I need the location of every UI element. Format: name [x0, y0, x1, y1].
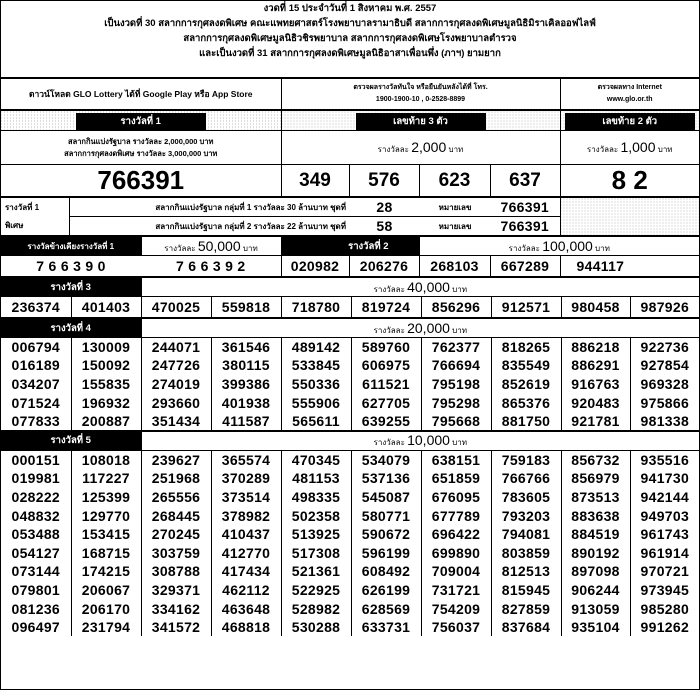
front3-amount — [281, 131, 560, 165]
prize-number: 596199 — [351, 543, 421, 562]
last2-prize: 1,000 — [620, 139, 656, 155]
special-desc: สลากกินแบ่งรัฐบาล กลุ่มที่ 1 รางวัลละ 30 ล้านบาท ชุดที่ — [69, 198, 349, 217]
prize-number: 883638 — [561, 506, 630, 525]
last2-prize-prefix: รางวัลละ — [586, 145, 619, 154]
top-prizes-table — [1, 110, 699, 197]
prize-number: 865376 — [491, 393, 561, 412]
prize-number: 129770 — [71, 506, 141, 525]
special-prize-table — [1, 197, 699, 236]
front3-heading: เลขท้าย 3 ตัว — [356, 113, 486, 130]
prize-number: 696422 — [421, 525, 491, 544]
second-unit: บาท — [595, 243, 610, 253]
front3-number: 349 — [281, 165, 349, 197]
prize-number: 981338 — [630, 412, 699, 431]
front3-heading-cell — [281, 111, 560, 131]
prize-number: 270245 — [141, 525, 211, 544]
prize-number: 627705 — [351, 393, 421, 412]
prize-number: 373514 — [211, 488, 281, 507]
phone-info — [281, 79, 560, 110]
phone-label: ตรวจผลรางวัลทันใจ หรือยืนยันหลังได้ที่ โทร. — [353, 84, 488, 91]
header-line: และเป็นงวดที่ 31 สลากการกุศลงดพิเศษมูลนิธิอาสาเพื่อนพึ่ง (ภาฯ) ยามยาก — [199, 48, 501, 59]
prize-number: 268445 — [141, 506, 211, 525]
special-set: 28 — [349, 198, 420, 217]
prize-number: 941730 — [630, 469, 699, 488]
first-prize-number: 766391 — [1, 165, 281, 197]
prize-number: 028222 — [1, 488, 71, 507]
prize-number: 837684 — [491, 618, 561, 637]
prize-number: 884519 — [561, 525, 630, 544]
header-line: เป็นงวดที่ 30 สลากการกุศลงดพิเศษ คณะแพทยศาสตร์โรงพยาบาลรามาธิบดี สลากการกุศลงดพิเศษมูลนิธิมิราเคิลออฟไลฟ์ — [104, 18, 596, 29]
number-row — [1, 412, 699, 431]
prize-number: 533845 — [281, 356, 351, 375]
prize-number: 006794 — [1, 338, 71, 357]
prize-number: 206170 — [71, 599, 141, 618]
prize-number: 815945 — [491, 581, 561, 600]
prize-number: 935104 — [561, 618, 630, 637]
prize-number: 034207 — [1, 375, 71, 394]
prize-number: 048832 — [1, 506, 71, 525]
special-number: 766391 — [490, 198, 560, 217]
last2-number: 8 2 — [560, 165, 699, 197]
front3-unit: บาท — [448, 145, 464, 154]
prize-number: 329371 — [141, 581, 211, 600]
prize-number: 168715 — [71, 543, 141, 562]
prize-number: 522925 — [281, 581, 351, 600]
prize-number: 942144 — [630, 488, 699, 507]
front3-prize: 2,000 — [411, 139, 447, 155]
prize-number: 916763 — [561, 375, 630, 394]
fourth-prize: 20,000 — [407, 319, 450, 336]
prize-number: 196932 — [71, 393, 141, 412]
prize-number: 766766 — [491, 469, 561, 488]
second-amount — [419, 237, 699, 256]
prize-number: 718780 — [281, 297, 351, 318]
prize-number: 361546 — [211, 338, 281, 357]
prize-number: 489142 — [281, 338, 351, 357]
prize-number: 555906 — [281, 393, 351, 412]
prize-number: 077833 — [1, 412, 71, 431]
prize-number: 130009 — [71, 338, 141, 357]
prize-number: 906244 — [561, 581, 630, 600]
prize-number: 265556 — [141, 488, 211, 507]
last2-amount — [560, 131, 699, 165]
prize-number: 537136 — [351, 469, 421, 488]
prize-number: 351434 — [141, 412, 211, 431]
prize-number: 961743 — [630, 525, 699, 544]
number-row — [1, 356, 699, 375]
near-first-amount — [141, 237, 281, 256]
first-prize-heading-cell — [1, 111, 281, 131]
prize-number: 108018 — [71, 450, 141, 469]
fifth-numbers — [1, 450, 699, 636]
prize-number: 626199 — [351, 581, 421, 600]
prize-number: 174215 — [71, 562, 141, 581]
second-number: 206276 — [349, 256, 419, 277]
fifth-prize: 10,000 — [407, 432, 450, 449]
prize-number: 754209 — [421, 599, 491, 618]
header-line: งวดที่ 15 ประจำวันที่ 1 สิงหาคม พ.ศ. 2557 — [263, 3, 437, 14]
prize-number: 827859 — [491, 599, 561, 618]
prize-number: 920483 — [561, 393, 630, 412]
prize-number: 079801 — [1, 581, 71, 600]
prize-number: 565611 — [281, 412, 351, 431]
prize-number: 961914 — [630, 543, 699, 562]
prize-number: 676095 — [421, 488, 491, 507]
prize-number: 463648 — [211, 599, 281, 618]
prize-number: 856732 — [561, 450, 630, 469]
prize-number: 935516 — [630, 450, 699, 469]
prize-number: 081236 — [1, 599, 71, 618]
number-row — [1, 506, 699, 525]
prize-number: 303759 — [141, 543, 211, 562]
prize-number: 835549 — [491, 356, 561, 375]
fourth-unit: บาท — [452, 325, 468, 335]
second-number: 268103 — [419, 256, 490, 277]
prize-number: 818265 — [491, 338, 561, 357]
prize-number: 236374 — [1, 297, 71, 318]
third-heading: รางวัลที่ 3 — [1, 278, 141, 297]
prize-number: 677789 — [421, 506, 491, 525]
last2-heading: เลขท้าย 2 ตัว — [565, 113, 695, 130]
header-line: สลากการกุศลงดพิเศษมูลนิธิวชิรพยาบาล สลากการกุศลงดพิเศษโรงพยาบาลตำรวจ — [183, 33, 517, 44]
prize-number: 334162 — [141, 599, 211, 618]
prize-number: 470025 — [141, 297, 211, 318]
prize-number: 987926 — [630, 297, 699, 318]
prize-number: 378982 — [211, 506, 281, 525]
prize-number: 793203 — [491, 506, 561, 525]
second-prize-prefix: รางวัลละ — [508, 243, 540, 253]
prize-number: 783605 — [491, 488, 561, 507]
prize-number: 000151 — [1, 450, 71, 469]
prize-number: 709004 — [421, 562, 491, 581]
prize-number: 969328 — [630, 375, 699, 394]
prize-number: 513925 — [281, 525, 351, 544]
prize-number: 517308 — [281, 543, 351, 562]
prize-number: 856296 — [421, 297, 491, 318]
prize-number: 608492 — [351, 562, 421, 581]
special-desc: สลากกินแบ่งรัฐบาล กลุ่มที่ 2 รางวัลละ 22 ล้านบาท ชุดที่ — [69, 217, 349, 236]
prize-number: 054127 — [1, 543, 71, 562]
number-row — [1, 375, 699, 394]
prize-number: 247726 — [141, 356, 211, 375]
prize-number: 239627 — [141, 450, 211, 469]
prize-number: 699890 — [421, 543, 491, 562]
prize-number: 053488 — [1, 525, 71, 544]
prize-number: 401938 — [211, 393, 281, 412]
fifth-amount — [141, 431, 699, 450]
prize-number: 481153 — [281, 469, 351, 488]
prize-number: 401403 — [71, 297, 141, 318]
number-row — [1, 525, 699, 544]
prize-number: 244071 — [141, 338, 211, 357]
prize-number: 502358 — [281, 506, 351, 525]
prize-number: 795198 — [421, 375, 491, 394]
prize-number: 897098 — [561, 562, 630, 581]
near-first-prize-prefix: รางวัลละ — [164, 243, 196, 253]
prize-number: 231794 — [71, 618, 141, 637]
prize-number: 370289 — [211, 469, 281, 488]
third-prize: 40,000 — [407, 278, 450, 295]
prize-number: 756037 — [421, 618, 491, 637]
prize-number: 886218 — [561, 338, 630, 357]
prize-number: 410437 — [211, 525, 281, 544]
number-row — [1, 338, 699, 357]
prize-number: 762377 — [421, 338, 491, 357]
fourth-amount — [141, 319, 699, 338]
prize-number: 812513 — [491, 562, 561, 581]
number-row — [1, 581, 699, 600]
prize-number: 019981 — [1, 469, 71, 488]
prize-number: 766694 — [421, 356, 491, 375]
prize-number: 308788 — [141, 562, 211, 581]
prize-number: 545087 — [351, 488, 421, 507]
prize-number: 949703 — [630, 506, 699, 525]
special-number: 766391 — [490, 217, 560, 236]
fifth-unit: บาท — [452, 438, 468, 448]
first-prize-heading: รางวัลที่ 1 — [76, 113, 206, 130]
prize-number: 411587 — [211, 412, 281, 431]
prize-number: 530288 — [281, 618, 351, 637]
prize-number: 528982 — [281, 599, 351, 618]
number-row — [1, 618, 699, 637]
number-row — [1, 599, 699, 618]
prize-number: 759183 — [491, 450, 561, 469]
prize-number: 293660 — [141, 393, 211, 412]
prize-number: 125399 — [71, 488, 141, 507]
front3-number: 637 — [490, 165, 560, 197]
header — [1, 1, 699, 78]
number-row — [1, 393, 699, 412]
phone-numbers: 1900-1900-10 , 0-2528-8899 — [375, 96, 466, 103]
number-row — [1, 469, 699, 488]
fourth-heading: รางวัลที่ 4 — [1, 319, 141, 338]
number-row — [1, 488, 699, 507]
prize-number: 795298 — [421, 393, 491, 412]
prize-number: 470345 — [281, 450, 351, 469]
front3-number: 576 — [349, 165, 419, 197]
prize-number: 639255 — [351, 412, 421, 431]
prize-number: 073144 — [1, 562, 71, 581]
prize-number: 873513 — [561, 488, 630, 507]
prize-number: 534079 — [351, 450, 421, 469]
prize-number: 927854 — [630, 356, 699, 375]
second-heading: รางวัลที่ 2 — [281, 237, 419, 256]
prize-number: 890192 — [561, 543, 630, 562]
special-label2: พิเศษ — [1, 217, 69, 236]
web-label: ตรวจผลทาง Internet — [597, 84, 662, 91]
fifth-prize-table — [1, 431, 699, 636]
prize-number: 550336 — [281, 375, 351, 394]
web-url: www.glo.or.th — [606, 96, 653, 103]
fourth-prize-table — [1, 318, 699, 431]
special-number-label: หมายเลข — [420, 198, 490, 217]
prize-number: 985280 — [630, 599, 699, 618]
prize-number: 341572 — [141, 618, 211, 637]
front3-number: 623 — [419, 165, 490, 197]
prize-number: 970721 — [630, 562, 699, 581]
fourth-numbers — [1, 338, 699, 431]
prize-number: 200887 — [71, 412, 141, 431]
prize-number: 559818 — [211, 297, 281, 318]
prize-number: 399386 — [211, 375, 281, 394]
first-prize-desc — [1, 131, 281, 165]
prize-number: 651859 — [421, 469, 491, 488]
last2-heading-cell — [560, 111, 699, 131]
prize-number: 980458 — [561, 297, 630, 318]
prize-number: 071524 — [1, 393, 71, 412]
fifth-heading: รางวัลที่ 5 — [1, 431, 141, 450]
prize-number: 638151 — [421, 450, 491, 469]
special-label1: รางวัลที่ 1 — [1, 198, 69, 217]
prize-number: 731721 — [421, 581, 491, 600]
prize-number: 274019 — [141, 375, 211, 394]
prize-number: 794081 — [491, 525, 561, 544]
third-unit: บาท — [452, 284, 468, 294]
prize-number: 886291 — [561, 356, 630, 375]
web-info — [560, 79, 699, 110]
special-empty — [560, 198, 699, 236]
special-number-label: หมายเลข — [420, 217, 490, 236]
front3-prize-prefix: รางวัลละ — [377, 145, 409, 154]
prize-number: 251968 — [141, 469, 211, 488]
prize-number: 580771 — [351, 506, 421, 525]
prize-number: 913059 — [561, 599, 630, 618]
prize-number: 521361 — [281, 562, 351, 581]
prize-number: 921781 — [561, 412, 630, 431]
prize-number: 096497 — [1, 618, 71, 637]
prize-number: 991262 — [630, 618, 699, 637]
info-table — [1, 78, 699, 110]
last2-unit: บาท — [657, 145, 673, 154]
near-first-number: 7 6 6 3 9 2 — [141, 256, 281, 277]
prize-number: 606975 — [351, 356, 421, 375]
third-numbers-row — [1, 297, 699, 318]
prize-number: 380115 — [211, 356, 281, 375]
prize-number: 153415 — [71, 525, 141, 544]
prize-number: 498335 — [281, 488, 351, 507]
third-amount — [141, 278, 699, 297]
prize-number: 922736 — [630, 338, 699, 357]
prize-number: 412770 — [211, 543, 281, 562]
prize-number: 633731 — [351, 618, 421, 637]
prize-number: 975866 — [630, 393, 699, 412]
third-prize-table — [1, 277, 699, 318]
prize-number: 628569 — [351, 599, 421, 618]
near-second-table — [1, 236, 699, 277]
prize-number: 803859 — [491, 543, 561, 562]
prize-number: 852619 — [491, 375, 561, 394]
fifth-prize-prefix: รางวัลละ — [373, 438, 405, 448]
fourth-prize-prefix: รางวัลละ — [373, 325, 405, 335]
prize-number: 117227 — [71, 469, 141, 488]
prize-number: 795668 — [421, 412, 491, 431]
number-row — [1, 562, 699, 581]
prize-number: 973945 — [630, 581, 699, 600]
prize-number: 417434 — [211, 562, 281, 581]
prize-number: 462112 — [211, 581, 281, 600]
first-prize-line2: สลากการกุศลงดพิเศษ รางวัลละ 3,000,000 บาท — [64, 148, 218, 158]
prize-number: 016189 — [1, 356, 71, 375]
near-first-unit: บาท — [242, 243, 258, 253]
third-prize-prefix: รางวัลละ — [373, 284, 405, 294]
first-prize-line1: สลากกินแบ่งรัฐบาล รางวัลละ 2,000,000 บาท — [68, 136, 214, 146]
prize-number: 589760 — [351, 338, 421, 357]
second-number: 020982 — [281, 256, 349, 277]
second-prize: 100,000 — [542, 237, 593, 254]
prize-number: 206067 — [71, 581, 141, 600]
prize-number: 468818 — [211, 618, 281, 637]
prize-number: 912571 — [491, 297, 561, 318]
second-number: 944117 — [560, 256, 699, 277]
prize-number: 819724 — [351, 297, 421, 318]
prize-number: 611521 — [351, 375, 421, 394]
prize-number: 881750 — [491, 412, 561, 431]
prize-number: 590672 — [351, 525, 421, 544]
near-first-number: 7 6 6 3 9 0 — [1, 256, 141, 277]
prize-number: 155835 — [71, 375, 141, 394]
prize-number: 365574 — [211, 450, 281, 469]
special-set: 58 — [349, 217, 420, 236]
download-note: ดาวน์โหลด GLO Lottery ได้ที่ Google Play หรือ App Store — [1, 79, 281, 110]
number-row — [1, 450, 699, 469]
number-row — [1, 543, 699, 562]
second-number: 667289 — [490, 256, 560, 277]
prize-number: 856979 — [561, 469, 630, 488]
near-first-heading: รางวัลข้างเคียงรางวัลที่ 1 — [1, 237, 141, 256]
prize-number: 150092 — [71, 356, 141, 375]
near-first-prize: 50,000 — [197, 237, 241, 254]
